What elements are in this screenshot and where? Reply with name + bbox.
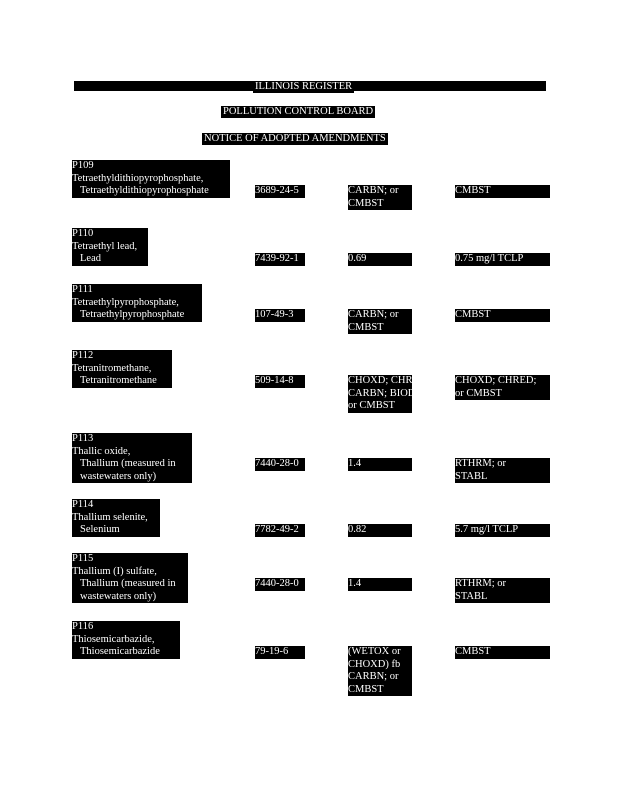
cas-number: 7439-92-1 (255, 253, 305, 266)
waste-name: Thallium selenite, (72, 511, 148, 523)
cas-number: 509-14-8 (255, 375, 305, 388)
waste-name: Thiosemicarbazide, (72, 633, 155, 645)
wastewater-standard: CMBST (348, 198, 412, 211)
wastewater-standard: CARBN; or (348, 309, 412, 322)
nonwastewater-standard: CMBST (455, 646, 550, 659)
waste-code: P114 (72, 499, 94, 510)
waste-entry-block (72, 284, 202, 322)
nonwastewater-standard: RTHRM; or (455, 458, 550, 471)
waste-name: Thallium (I) sulfate, (72, 565, 157, 577)
waste-entry-block (72, 228, 148, 266)
cas-number: 107-49-3 (255, 309, 305, 322)
waste-entry-block (72, 160, 230, 198)
constituent-name: Tetranitromethane (80, 375, 157, 386)
wastewater-standard: 1.4 (348, 458, 412, 471)
constituent-name: Thiosemicarbazide (80, 646, 160, 657)
cas-number: 7440-28-0 (255, 578, 305, 591)
nonwastewater-standard: CMBST (455, 309, 550, 322)
waste-code: P115 (72, 553, 94, 564)
waste-entry-block (72, 433, 192, 483)
constituent-name: Lead (80, 253, 101, 264)
cas-number: 7782-49-2 (255, 524, 305, 537)
constituent-name: Tetraethyldithiopyrophosphate (80, 185, 209, 196)
waste-entry-block (72, 499, 160, 537)
waste-code: P113 (72, 433, 94, 444)
board-title: POLLUTION CONTROL BOARD (223, 106, 374, 117)
wastewater-standard: CARBN; or (348, 671, 412, 684)
waste-code: P111 (72, 284, 93, 295)
waste-name: Tetranitromethane, (72, 362, 152, 374)
constituent-name: Tetraethylpyrophosphate (80, 309, 185, 320)
constituent-name: Selenium (80, 524, 120, 535)
constituent-name: Thallium (measured in (80, 578, 176, 589)
nonwastewater-standard: STABL (455, 591, 550, 604)
wastewater-standard: (WETOX or (348, 646, 412, 659)
wastewater-standard: 0.69 (348, 253, 412, 266)
waste-code: P109 (72, 160, 94, 171)
wastewater-standard: CARBN; or (348, 185, 412, 198)
waste-name: Tetraethylpyrophosphate, (72, 296, 179, 308)
wastewater-standard: CHOXD; CHRED; (348, 375, 430, 386)
wastewater-standard: 1.4 (348, 578, 412, 591)
waste-code: P110 (72, 228, 94, 239)
constituent-name: wastewaters only) (80, 470, 157, 482)
wastewater-standard: CMBST (348, 322, 412, 335)
nonwastewater-standard: RTHRM; or (455, 578, 550, 591)
register-title: ILLINOIS REGISTER (255, 81, 353, 92)
constituent-name: Thallium (measured in (80, 458, 176, 469)
waste-name: Tetraethyl lead, (72, 240, 138, 252)
nonwastewater-standard: 5.7 mg/l TCLP (455, 524, 550, 537)
waste-entry-block (72, 553, 188, 603)
nonwastewater-standard: STABL (455, 471, 550, 484)
waste-name: Tetraethyldithiopyrophosphate, (72, 172, 204, 184)
cas-number: 79-19-6 (255, 646, 305, 659)
waste-entry-block (72, 350, 172, 388)
nonwastewater-standard: or CMBST (455, 388, 550, 401)
notice-title: NOTICE OF ADOPTED AMENDMENTS (204, 133, 386, 144)
constituent-name: wastewaters only) (80, 590, 157, 602)
waste-entry-block (72, 621, 180, 659)
waste-name: Thallic oxide, (72, 445, 131, 457)
wastewater-standard: CMBST (348, 684, 412, 697)
wastewater-standard: 0.82 (348, 524, 412, 537)
waste-code: P116 (72, 621, 94, 632)
cas-number: 7440-28-0 (255, 458, 305, 471)
waste-code: P112 (72, 350, 94, 361)
wastewater-standard: CARBN; BIODG; (348, 387, 426, 399)
nonwastewater-standard: 0.75 mg/l TCLP (455, 253, 550, 266)
nonwastewater-standard: CHOXD; CHRED; (455, 375, 550, 388)
wastewater-standard: or CMBST (348, 400, 412, 413)
nonwastewater-standard: CMBST (455, 185, 550, 198)
cas-number: 3689-24-5 (255, 185, 305, 198)
wastewater-standard: CHOXD) fb (348, 659, 412, 672)
